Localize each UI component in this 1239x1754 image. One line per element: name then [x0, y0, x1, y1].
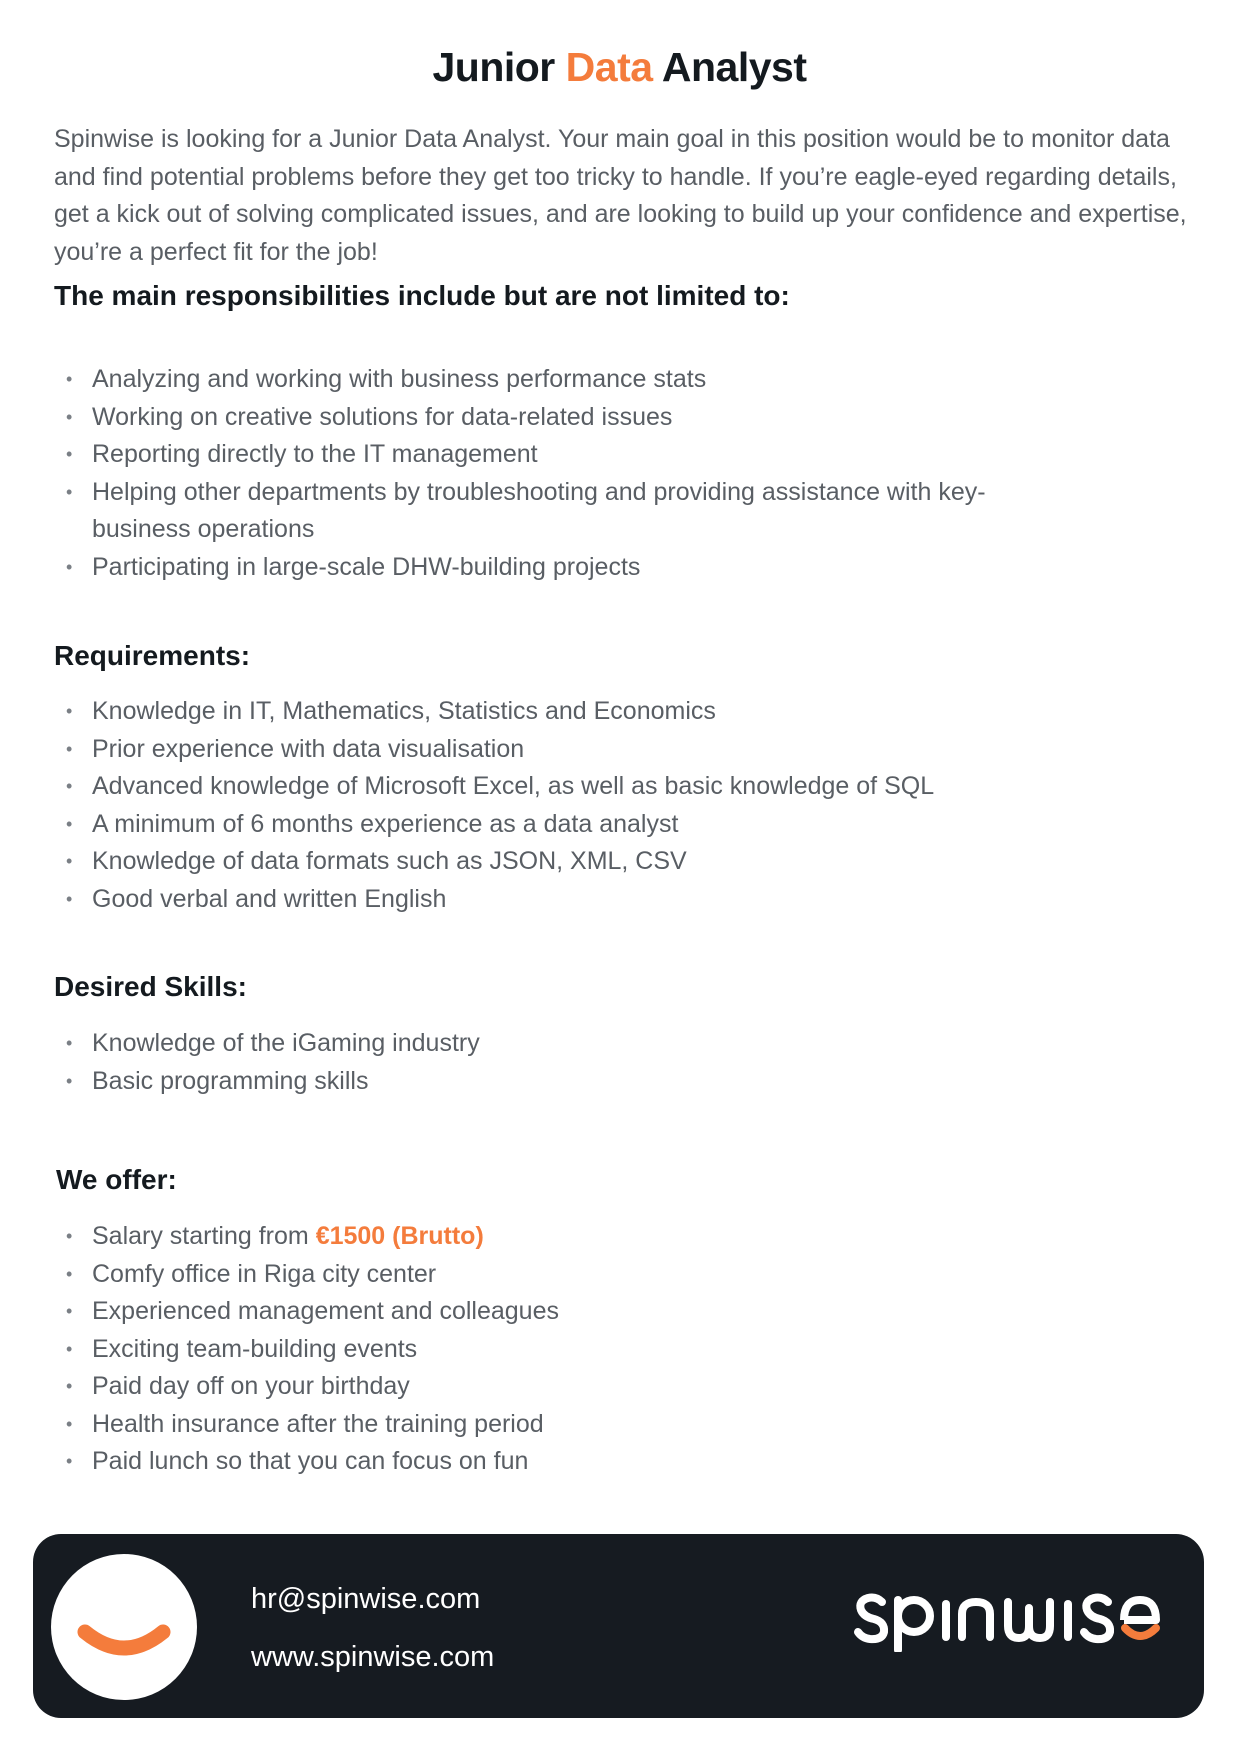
list-item: • Comfy office in Riga city center	[54, 1256, 1154, 1294]
spinwise-logo	[852, 1582, 1162, 1657]
list-item: • Knowledge of the iGaming industry	[54, 1025, 1154, 1063]
list-item: • Prior experience with data visualisation	[54, 731, 1154, 769]
requirements-list	[54, 693, 1154, 918]
smile-logo-icon	[51, 1554, 197, 1700]
page-title	[0, 44, 1239, 91]
list-item: • Paid lunch so that you can focus on fun	[54, 1443, 1154, 1481]
responsibilities-list	[54, 361, 1154, 586]
list-item: • Health insurance after the training period	[54, 1406, 1154, 1444]
title-accent: Data	[565, 44, 653, 90]
list-item-salary	[54, 1218, 1154, 1256]
list-item: • Paid day off on your birthday	[54, 1368, 1154, 1406]
list-item: • Participating in large-scale DHW-building projects	[54, 549, 1052, 587]
skills-list	[54, 1025, 1154, 1100]
logo-badge	[51, 1554, 197, 1700]
title-part-1: Junior	[432, 44, 566, 90]
list-item: • Exciting team-building events	[54, 1331, 1154, 1369]
spinwise-wordmark	[852, 1582, 1162, 1652]
website-link[interactable]: www.spinwise.com	[251, 1641, 495, 1673]
salary-value: €1500 (Brutto)	[315, 1222, 484, 1250]
list-item: • Analyzing and working with business performance stats	[54, 361, 1052, 399]
list-item: • Experienced management and colleagues	[54, 1293, 1154, 1331]
list-item: • Good verbal and written English	[54, 881, 1154, 919]
list-item: • A minimum of 6 months experience as a data analyst	[54, 806, 1154, 844]
offer-heading: We offer:	[56, 1164, 177, 1195]
list-item: • Working on creative solutions for data-related issues	[54, 399, 1052, 437]
list-item: • Knowledge in IT, Mathematics, Statistics and Economics	[54, 693, 1154, 731]
list-item: • Knowledge of data formats such as JSON, XML, CSV	[54, 843, 1154, 881]
intro-paragraph: Spinwise is looking for a Junior Data Analyst. Your main goal in this position would be to monitor data and find potential problems before they get too tricky to handle. If you’re eagle-eyed regarding details, get a kick out of solving complicated issues, and are looking to build up your confidence and expertise, you’re a perfect fit for the job!	[54, 125, 1187, 266]
list-item: • Reporting directly to the IT management	[54, 436, 1052, 474]
skills-heading: Desired Skills:	[54, 971, 247, 1002]
title-part-2: Analyst	[652, 44, 807, 90]
email-link[interactable]: hr@spinwise.com	[251, 1583, 481, 1615]
offer-list	[54, 1218, 1154, 1481]
list-item: • Helping other departments by troubleshooting and providing assistance with key-business operations	[54, 474, 1052, 549]
contact-footer	[33, 1534, 1204, 1718]
requirements-heading: Requirements:	[54, 640, 251, 671]
list-item: • Advanced knowledge of Microsoft Excel, as well as basic knowledge of SQL	[54, 768, 1154, 806]
salary-prefix: Salary starting from	[92, 1222, 316, 1250]
responsibilities-heading: The main responsibilities include but are not limited to:	[54, 280, 790, 311]
list-item: • Basic programming skills	[54, 1063, 1154, 1101]
